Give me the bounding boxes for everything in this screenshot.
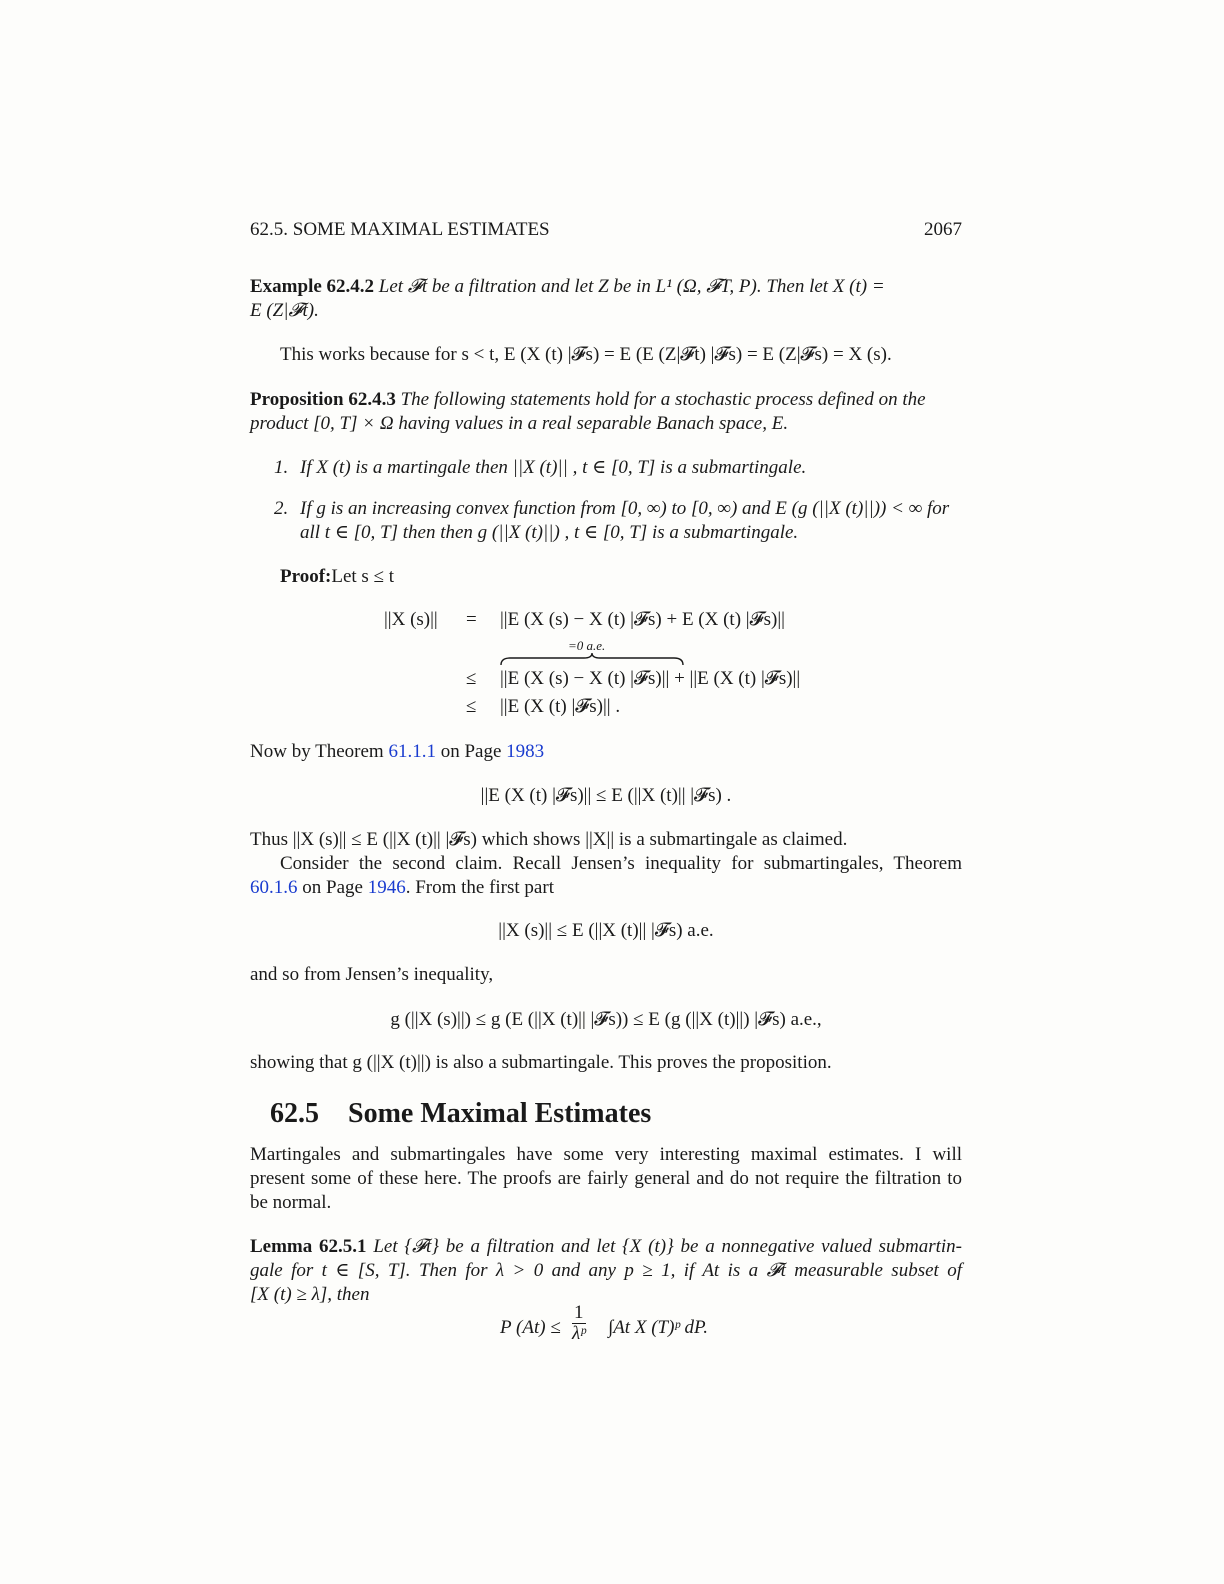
item-text: If g is an increasing convex function from [0, ∞) to [0, ∞) and E (g (||X (t)||)) < ∞ for — [300, 498, 950, 519]
page-link[interactable]: 1983 — [506, 741, 545, 762]
section-number: 62.5 — [270, 1098, 319, 1129]
equation-3: ||X (s)|| ≤ E (||X (t)|| |𝓕s) a.e. — [498, 920, 714, 941]
eq-row-1: ||E (X (s) − X (t) |𝓕s) + E (X (t) |𝓕s)|| — [500, 609, 785, 630]
eq-lhs: ||X (s)|| — [384, 609, 438, 630]
lemma-line-2: gale for t ∈ [S, T]. Then for λ > 0 and any p ≥ 1, if At is a 𝓕t measurable subset of — [250, 1260, 962, 1281]
page-link-2[interactable]: 1946 — [367, 877, 406, 898]
section-heading — [270, 1098, 651, 1130]
proposition-line-2 — [250, 412, 962, 436]
lemma-fraction — [572, 1303, 586, 1344]
consider-mid: on Page — [297, 877, 368, 898]
item-number: 2. — [274, 498, 289, 519]
now-mid: on Page — [435, 741, 507, 762]
proposition-text-2: product [0, T] × Ω having values in a real separable Banach space, E. — [250, 413, 789, 434]
now-prefix: Now by Theorem — [250, 741, 389, 762]
header-page-number: 2067 — [924, 219, 962, 240]
proposition-item-2 — [274, 497, 962, 545]
item-text: If X (t) is a martingale then ||X (t)|| , t ∈ [0, T] is a submartingale. — [300, 457, 807, 478]
thus-paragraph: Thus ||X (s)|| ≤ E (||X (t)|| |𝓕s) which shows ||X|| is a submartingale as claimed. — [250, 829, 848, 850]
intro-line-2: present some of these here. The proofs are fairly general and do not require the filtration to — [250, 1168, 962, 1189]
proposition-label: Proposition 62.4.3 — [250, 389, 396, 410]
lemma-label: Lemma 62.5.1 — [250, 1236, 367, 1257]
brace-label: =0 a.e. — [568, 638, 606, 653]
intro-line-1: Martingales and submartingales have some very interesting maximal estimates. I will — [250, 1144, 962, 1165]
lemma-line-3: [X (t) ≥ λ], then — [250, 1284, 370, 1305]
example-label: Example 62.4.2 — [250, 276, 375, 297]
equation-4: g (||X (s)||) ≤ g (E (||X (t)|| |𝓕s)) ≤ E (g (||X (t)||) |𝓕s) a.e., — [390, 1009, 822, 1030]
proof-intro — [280, 565, 992, 589]
proof-intro-text: Let s ≤ t — [331, 566, 395, 587]
proposition-text-1: The following statements hold for a stochastic process defined on the — [400, 389, 926, 410]
proposition-item-1 — [274, 456, 962, 480]
fraction-denominator: λᵖ — [572, 1323, 586, 1344]
theorem-link[interactable]: 61.1.1 — [388, 741, 436, 762]
fraction-numerator: 1 — [572, 1303, 586, 1324]
example-text-2: E (Z|𝓕t). — [250, 300, 319, 321]
example-line-1 — [250, 275, 962, 299]
eq-row-3: ||E (X (t) |𝓕s)|| . — [500, 696, 621, 717]
section-title-text: Some Maximal Estimates — [348, 1098, 652, 1129]
item-text-continued: all t ∈ [0, T] then then g (||X (t)||) , t ∈ [0, T] is a submartingale. — [300, 522, 799, 543]
lemma-equation-lhs: P (At) ≤ — [500, 1317, 561, 1338]
proof-label: Proof: — [280, 566, 332, 587]
equation-2: ||E (X (t) |𝓕s)|| ≤ E (||X (t)|| |𝓕s) . — [480, 785, 732, 806]
eq-rel-2: ≤ — [466, 668, 477, 689]
intro-line-3: be normal. — [250, 1192, 332, 1213]
jensen-line: and so from Jensen’s inequality, — [250, 964, 494, 985]
proposition-line-1 — [250, 388, 962, 412]
eq-rel-1: = — [466, 609, 477, 630]
consider-line-2 — [250, 876, 962, 900]
theorem-link-2[interactable]: 60.1.6 — [250, 877, 298, 898]
consider-tail: . From the first part — [405, 877, 554, 898]
example-text: Let 𝓕t be a filtration and let Z be in L¹ (Ω, 𝓕T, P). Then let X (t) = — [378, 276, 885, 297]
eq-row-2: ||E (X (s) − X (t) |𝓕s)|| + ||E (X (t) |𝓕s)|| — [500, 668, 801, 689]
lemma-text-1: Let {𝓕t} be a filtration and let {X (t)} be a nonnegative valued submartin- — [373, 1236, 962, 1257]
showing-line: showing that g (||X (t)||) is also a submartingale. This proves the proposition. — [250, 1052, 832, 1073]
lemma-line-1 — [250, 1235, 962, 1259]
now-theorem-line — [250, 740, 962, 764]
consider-line-1: Consider the second claim. Recall Jensen’s inequality for submartingales, Theorem — [280, 853, 962, 874]
eq-rel-3: ≤ — [466, 696, 477, 717]
overbrace-icon — [500, 652, 684, 666]
example-line-2 — [250, 299, 962, 323]
works-paragraph: This works because for s < t, E (X (t) |𝓕s) = E (E (Z|𝓕t) |𝓕s) = E (Z|𝓕s) = X (s). — [280, 344, 892, 365]
lemma-equation-rhs: ∫At X (T)ᵖ dP. — [608, 1317, 708, 1338]
header-section-title: 62.5. SOME MAXIMAL ESTIMATES — [250, 219, 550, 240]
item-number: 1. — [274, 457, 289, 478]
